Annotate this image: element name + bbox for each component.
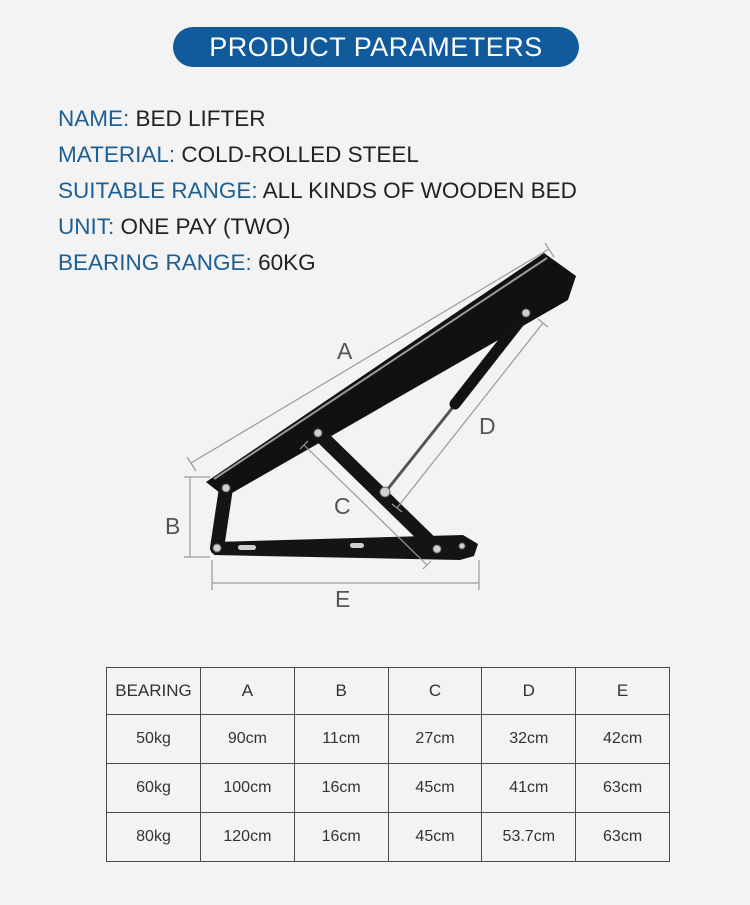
- table-cell: 27cm: [388, 715, 482, 764]
- dimension-line-a: [187, 243, 554, 471]
- table-header-row: [107, 668, 670, 715]
- table-row: [107, 764, 670, 813]
- table-cell: 41cm: [482, 764, 576, 813]
- dimension-line-b: [184, 477, 210, 557]
- dimension-label-d: D: [479, 413, 496, 439]
- param-key: BEARING RANGE:: [58, 250, 252, 275]
- table-cell: 45cm: [388, 813, 482, 862]
- table-cell: 16cm: [294, 813, 388, 862]
- table-row: [107, 715, 670, 764]
- table-row: [107, 813, 670, 862]
- table-cell: 42cm: [576, 715, 670, 764]
- table-header-cell: C: [388, 668, 482, 715]
- lifter-top-frame: [206, 253, 576, 497]
- top-frame-highlight: [214, 258, 547, 479]
- table-cell: 53.7cm: [482, 813, 576, 862]
- param-value: BED LIFTER: [135, 106, 266, 131]
- table-cell: 90cm: [201, 715, 295, 764]
- table-cell: 11cm: [294, 715, 388, 764]
- table-header-cell: B: [294, 668, 388, 715]
- table-cell: 80kg: [107, 813, 201, 862]
- table-cell: 60kg: [107, 764, 201, 813]
- front-link: [217, 488, 226, 548]
- table-header-cell: A: [201, 668, 295, 715]
- table-cell: 120cm: [201, 813, 295, 862]
- param-key: MATERIAL:: [58, 142, 176, 167]
- base-slot: [238, 545, 256, 550]
- base-slot: [350, 543, 364, 548]
- dimension-label-a: A: [337, 338, 353, 364]
- table-header-cell: D: [482, 668, 576, 715]
- table-cell: 50kg: [107, 715, 201, 764]
- param-value: ALL KINDS OF WOODEN BED: [262, 178, 577, 203]
- param-key: UNIT:: [58, 214, 115, 239]
- table-header-cell: BEARING: [107, 668, 201, 715]
- table-cell: 16cm: [294, 764, 388, 813]
- param-key: NAME:: [58, 106, 130, 131]
- table-cell: 45cm: [388, 764, 482, 813]
- param-value: 60KG: [258, 250, 316, 275]
- param-value: ONE PAY (TWO): [120, 214, 291, 239]
- spec-table: [106, 667, 670, 862]
- table-cell: 32cm: [482, 715, 576, 764]
- param-value: COLD-ROLLED STEEL: [181, 142, 419, 167]
- table-cell: 63cm: [576, 764, 670, 813]
- dimension-label-e: E: [335, 586, 351, 612]
- page-title: PRODUCT PARAMETERS: [209, 32, 543, 62]
- param-key: SUITABLE RANGE:: [58, 178, 258, 203]
- dimension-label-c: C: [334, 493, 351, 519]
- table-cell: 63cm: [576, 813, 670, 862]
- table-header-cell: E: [576, 668, 670, 715]
- table-cell: 100cm: [201, 764, 295, 813]
- dimension-label-b: B: [165, 513, 181, 539]
